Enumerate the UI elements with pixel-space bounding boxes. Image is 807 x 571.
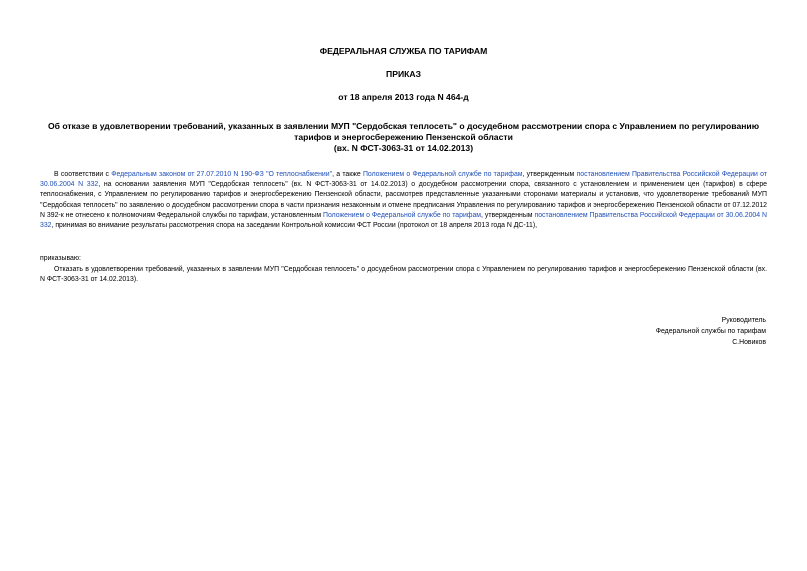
agency-heading: ФЕДЕРАЛЬНАЯ СЛУЖБА ПО ТАРИФАМ xyxy=(319,46,488,56)
preamble-text-2: , а также xyxy=(332,171,363,178)
document-title xyxy=(40,121,767,154)
document-title-reference: (вх. N ФСТ-3063-31 от 14.02.2013) xyxy=(333,143,474,153)
signatory-organization: Федеральной службы по тарифам xyxy=(655,328,766,335)
link-government-decree-332-2[interactable]: постановлением Правительства Российской Федерации от 30.06.2004 N 332 xyxy=(40,211,768,230)
signatory-position: Руководитель xyxy=(721,317,766,324)
preamble-text-3: , утвержденным xyxy=(522,171,577,178)
ordered-label: приказываю: xyxy=(40,255,81,262)
order-paragraph: Отказать в удовлетворении требований, указанных в заявлении МУП "Сердобская теплосеть" о досудебном рассмотрении спора с Управлением по регулированию тарифов и энергосбережению Пензенской области (вх. N ФСТ-3063-31 от 14.02.2013). xyxy=(40,266,767,284)
preamble-text-6: , принимая во внимание результаты рассмотрения спора на заседании Контрольной комиссии ФСТ России (протокол от 18 апреля 2013 года N ДС-11), xyxy=(51,222,538,230)
preamble-text-5: , утвержденным xyxy=(481,211,535,219)
signatory-name: С.Новиков xyxy=(732,339,766,346)
document-type-heading: ПРИКАЗ xyxy=(386,69,421,79)
preamble-text-1: В соответствии с xyxy=(54,171,112,178)
document-title-text: Об отказе в удовлетворении требований, указанных в заявлении МУП "Сердобская теплосеть" о досудебном рассмотрении спора с Управлением по регулированию тарифов и энергосбережению Пензенской области xyxy=(47,121,760,142)
link-fst-regulation[interactable]: Положением о Федеральной службе по тарифам xyxy=(362,171,523,178)
link-fst-regulation-2[interactable]: Положением о Федеральной службе по тарифам xyxy=(323,211,482,219)
preamble-text-4: , на основании заявления МУП "Сердобская теплосеть" (вх. N ФСТ-3063-31 от 14.02.2013) о досудебном рассмотрении спора, связанного с установлением и применением цен (тарифов) в сфере теплоснабжения, с Управлением по регулированию тарифов и энергосбережению Пензенской области, рассмотрев представленные указанными сторонами материалы и установив, что удовлетворение требований МУП "Сердобская теплосеть" по заявлению о досудебном рассмотрении спора в части признания незаконным и отмене предписания Управления по регулированию тарифов и энергосбережению Пензенской области от 07.12.2012 N 392-к не отнесено к полномочиям Федеральной службы по тарифам, установленным xyxy=(40,181,767,219)
document-date-number: от 18 апреля 2013 года N 464-д xyxy=(338,92,469,102)
link-federal-law-190fz[interactable]: Федеральным законом от 27.07.2010 N 190-ФЗ "О теплоснабжении" xyxy=(111,171,333,178)
preamble-paragraph xyxy=(40,170,767,231)
link-government-decree-332[interactable]: постановлением Правительства Российской Федерации от 30.06.2004 N 332 xyxy=(40,171,768,189)
